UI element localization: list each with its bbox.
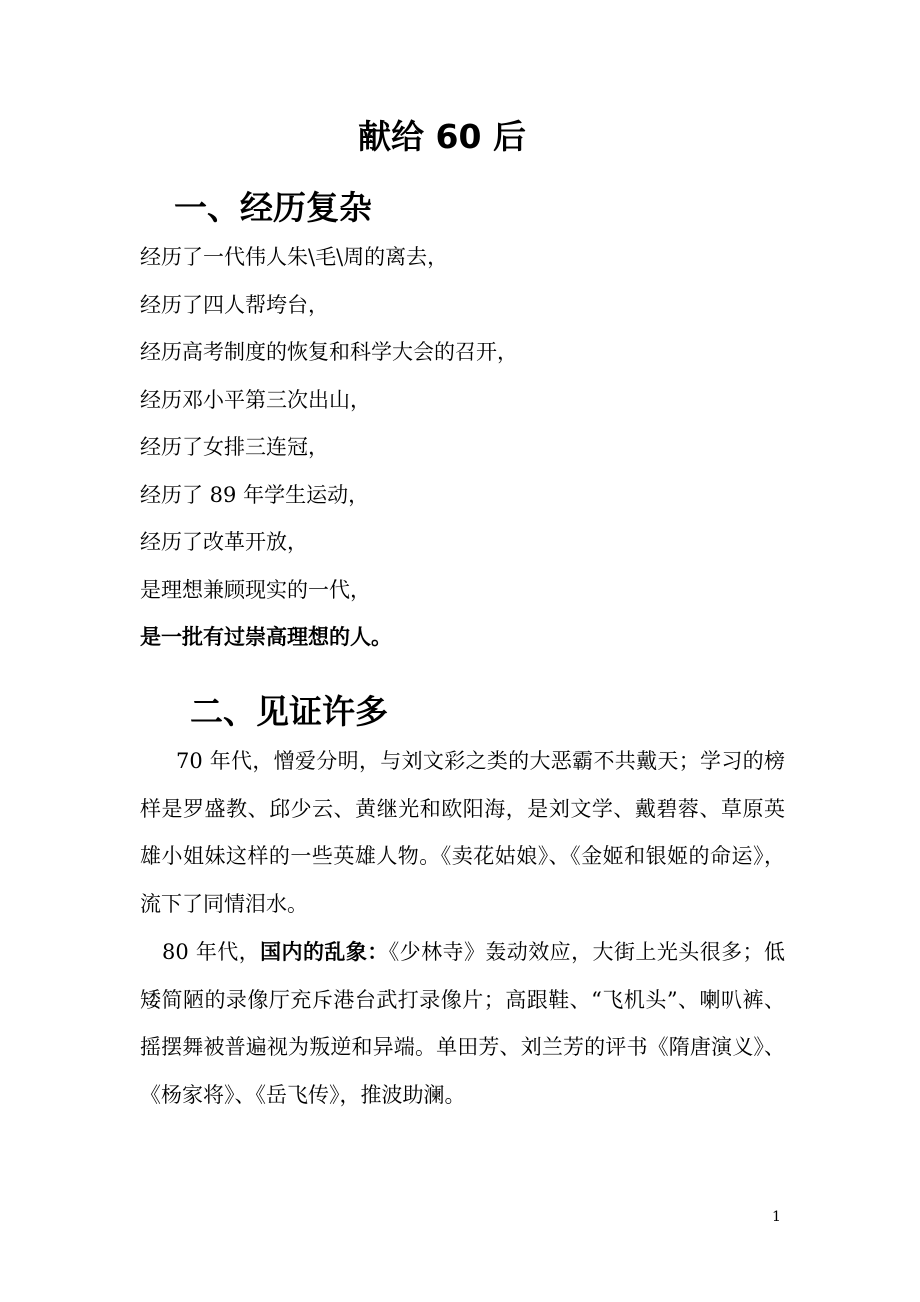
list-item: 经历了四人帮垮台， [140,292,329,317]
paragraph-80s [140,929,785,1119]
experience-list [140,234,800,662]
section-heading-experience: 一、经历复杂 [174,188,372,227]
paragraph-70s-text: 70 年代，憎爱分明，与刘文彩之类的大恶霸不共戴天；学习的榜样是罗盛教、邱少云、黄继光和欧阳海，是刘文学、戴碧蓉、草原英雄小姐妹这样的一些英雄人物。《卖花姑娘》、《金姬和银姬的命运》，流下了同情泪水。 [140,749,785,916]
closing-statement: 是一批有过崇高理想的人。 [140,625,392,649]
page-number: 1 [772,1209,781,1225]
list-item: 经历了 89 年学生运动， [140,482,370,507]
paragraph-80s-text: 《少林寺》轰动效应，大街上光头很多；低矮简陋的录像厅充斥港台武打录像片；高跟鞋、“飞机头”、喇叭裤、摇摆舞被普遍视为叛逆和异端。单田芳、刘兰芳的评书《隋唐演义》、《杨家将》、《岳飞传》，推波助澜。 [140,940,785,1107]
list-item: 经历了改革开放， [140,530,308,554]
list-item: 经历了女排三连冠， [140,435,329,459]
list-item: 经历了一代伟人朱\毛\周的离去， [140,245,449,269]
list-item: 经历邓小平第三次出山， [140,387,371,412]
paragraph-70s [140,738,785,928]
paragraph-80s-emphasis: 国内的乱象： [260,940,389,964]
document-title: 献给 60 后 [358,117,526,156]
list-item: 是理想兼顾现实的一代， [140,577,371,602]
paragraph-80s-lead: 80 年代， [162,940,261,964]
list-item: 经历高考制度的恢复和科学大会的召开， [140,340,518,364]
section-heading-witness: 二、见证许多 [190,692,388,731]
